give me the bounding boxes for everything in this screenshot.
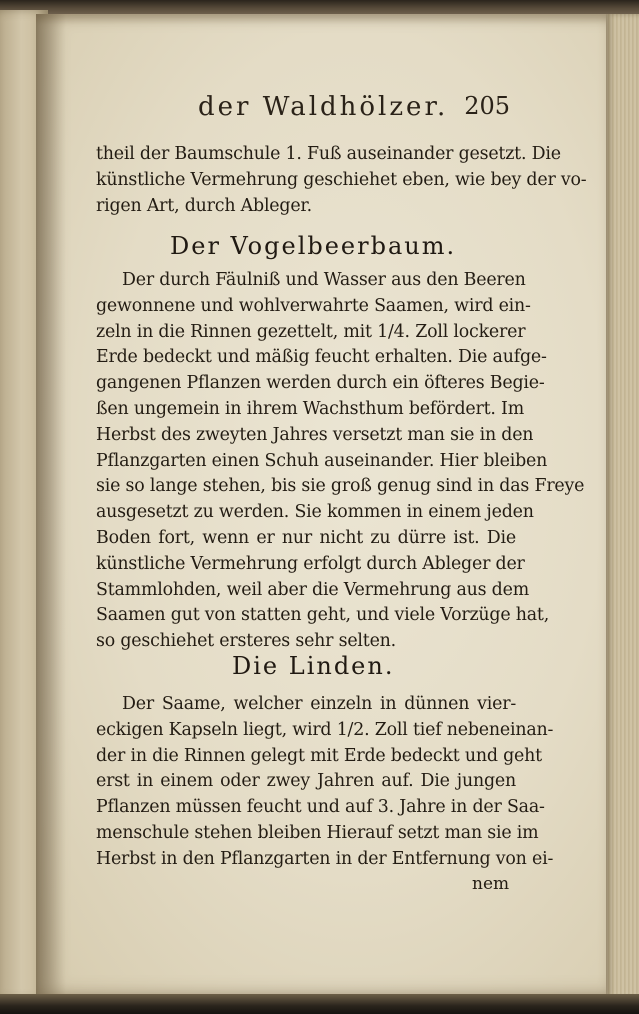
text-line: Stammlohden, weil aber die Vermehrung aus dem xyxy=(96,579,529,600)
text-line: Erde bedeckt und mäßig feucht erhalten. Die aufge- xyxy=(96,347,547,368)
text-line: theil der Baumschule 1. Fuß auseinander gesetzt. Die xyxy=(96,144,561,164)
running-head xyxy=(150,92,510,132)
text-line: Pflanzen müssen feucht und auf 3. Jahre in der Saa- xyxy=(96,797,545,818)
book-bottom-edge xyxy=(0,994,639,1014)
text-line: Der Saame, welcher einzeln in dünnen vier- xyxy=(122,694,516,714)
running-head-title: der Waldhölzer. xyxy=(198,92,449,122)
text-line: Herbst des zweyten Jahres versetzt man sie in den xyxy=(96,424,534,445)
text-line: Der durch Fäulniß und Wasser aus den Beeren xyxy=(122,270,526,290)
text-line: ausgesetzt zu werden. Sie kommen in einem jeden xyxy=(96,502,534,523)
catchword: nem xyxy=(472,874,510,894)
text-line: künstliche Vermehrung geschiehet eben, wie bey der vo- xyxy=(96,169,587,190)
text-line: Saamen gut von statten geht, und viele Vorzüge hat, xyxy=(96,605,550,626)
paragraph-vogelbeerbaum xyxy=(96,268,585,655)
section-heading-linden: Die Linden. xyxy=(232,652,395,680)
text-line: zeln in die Rinnen gezettelt, mit 1/4. Zoll lockerer xyxy=(96,321,526,342)
text-line: gewonnene und wohlverwahrte Saamen, wird ein- xyxy=(96,295,531,316)
text-line: sie so lange stehen, bis sie groß genug sind in das Freye xyxy=(96,476,585,497)
section-heading-vogelbeerbaum: Der Vogelbeerbaum. xyxy=(170,232,457,260)
text-line: menschule stehen bleiben Hierauf setzt man sie im xyxy=(96,822,539,843)
text-line: ßen ungemein in ihrem Wachsthum befördert. Im xyxy=(96,398,524,419)
paragraph-linden xyxy=(96,692,554,873)
page-stack-edges xyxy=(606,14,639,999)
text-line: der in die Rinnen gelegt mit Erde bedeckt und geht xyxy=(96,745,542,766)
text-line: künstliche Vermehrung erfolgt durch Ableger der xyxy=(96,553,525,574)
text-line: Boden fort, wenn er nur nicht zu dürre ist. Die xyxy=(96,527,516,548)
text-line: Pflanzgarten einen Schuh auseinander. Hier bleiben xyxy=(96,450,548,471)
paragraph-intro xyxy=(96,142,587,219)
text-line: eckigen Kapseln liegt, wird 1/2. Zoll tief nebeneinan- xyxy=(96,719,554,740)
text-line: erst in einem oder zwey Jahren auf. Die jungen xyxy=(96,771,516,792)
page-number: 205 xyxy=(464,92,510,120)
text-line: Herbst in den Pflanzgarten in der Entfernung von ei- xyxy=(96,848,554,869)
gutter-shadow xyxy=(36,14,66,994)
text-line: rigen Art, durch Ableger. xyxy=(96,195,312,216)
text-line: gangenen Pflanzen werden durch ein öfteres Begie- xyxy=(96,373,545,394)
text-line: so geschiehet ersteres sehr selten. xyxy=(96,631,396,652)
